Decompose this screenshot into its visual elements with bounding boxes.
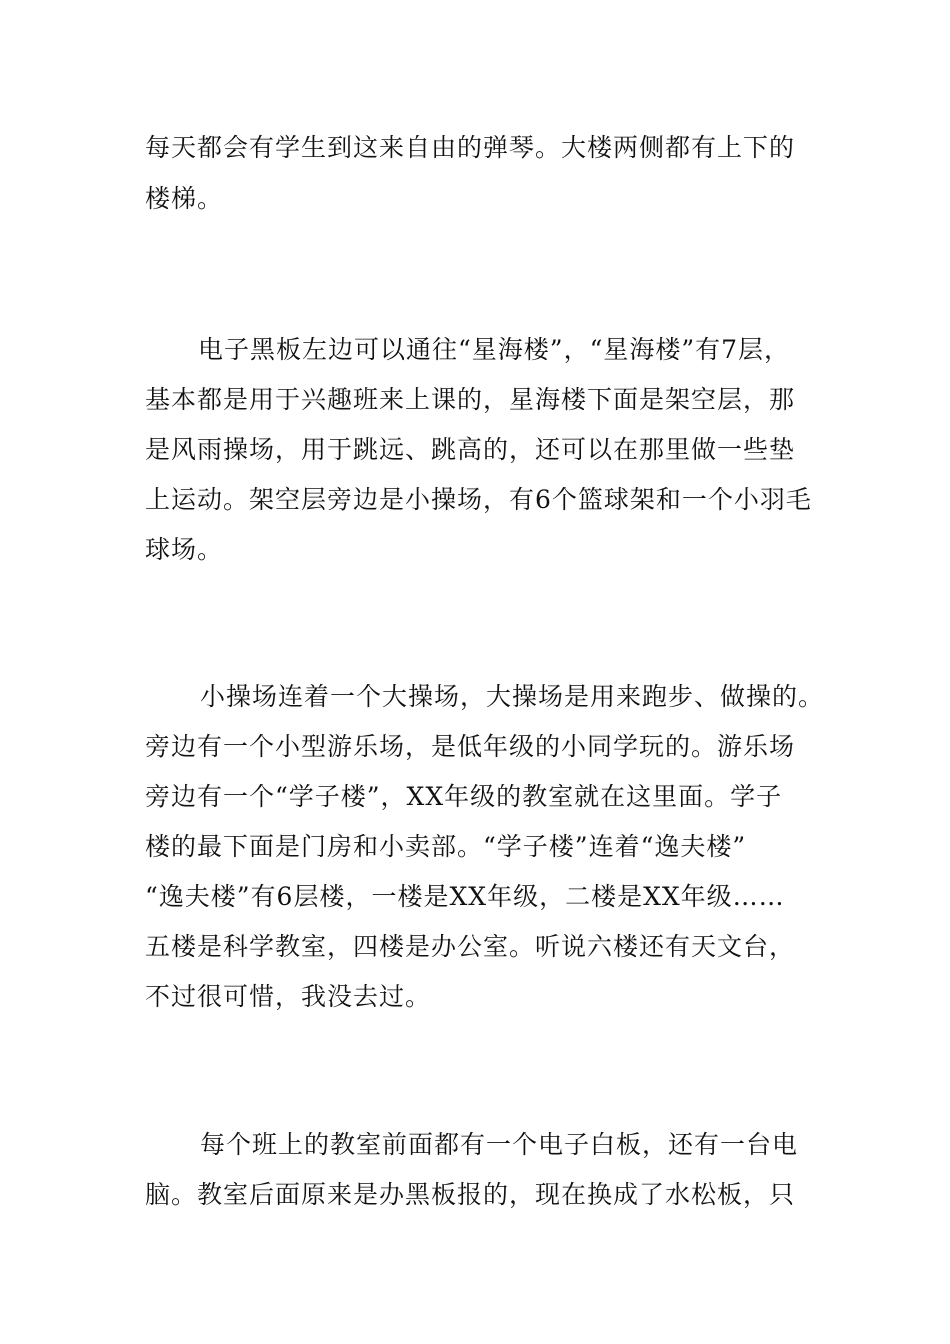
paragraph-2-line-2: 基本都是用于兴趣班来上课的，星海楼下面是架空层，那 bbox=[145, 385, 796, 414]
paragraph-3-line-7: 不过很可惜，我没去过。 bbox=[145, 982, 432, 1011]
paragraph-2-line-4: 上运动。架空层旁边是小操场，有6个篮球架和一个小羽毛 bbox=[145, 485, 812, 514]
paragraph-4-line-2: 脑。教室后面原来是办黑板报的，现在换成了水松板，只 bbox=[145, 1180, 796, 1209]
paragraph-1-line-2: 楼梯。 bbox=[145, 184, 224, 213]
paragraph-3-line-5: “逸夫楼”有6层楼，一楼是XX年级，二楼是XX年级…… bbox=[145, 882, 785, 911]
paragraph-3-line-2: 旁边有一个小型游乐场，是低年级的小同学玩的。游乐场 bbox=[145, 732, 796, 761]
paragraph-2-line-1: 电子黑板左边可以通往“星海楼”，“星海楼”有7层， bbox=[198, 335, 791, 364]
paragraph-3-line-1: 小操场连着一个大操场，大操场是用来跑步、做操的。 bbox=[200, 682, 825, 711]
paragraph-1-line-1: 每天都会有学生到这来自由的弹琴。大楼两侧都有上下的 bbox=[145, 133, 796, 162]
paragraph-3-line-3: 旁边有一个“学子楼”，XX年级的教室就在这里面。学子 bbox=[145, 782, 783, 811]
paragraph-2-line-3: 是风雨操场，用于跳远、跳高的，还可以在那里做一些垫 bbox=[145, 435, 796, 464]
paragraph-3-line-6: 五楼是科学教室，四楼是办公室。听说六楼还有天文台， bbox=[145, 932, 796, 961]
paragraph-2-line-5: 球场。 bbox=[145, 535, 224, 564]
paragraph-3-line-4: 楼的最下面是门房和小卖部。“学子楼”连着“逸夫楼” bbox=[145, 832, 747, 861]
paragraph-4-line-1: 每个班上的教室前面都有一个电子白板，还有一台电 bbox=[200, 1130, 799, 1159]
